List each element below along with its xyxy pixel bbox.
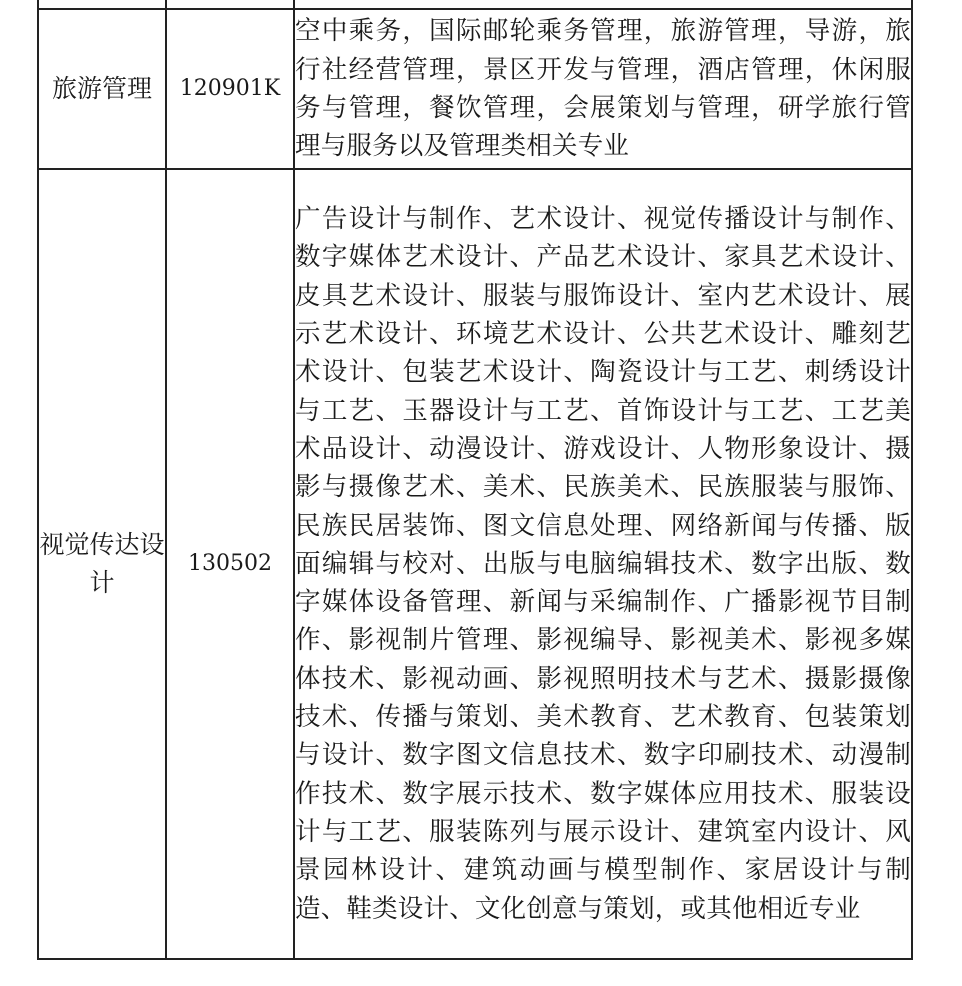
table-row [38, 169, 912, 959]
major-code-cell: 120901K [166, 9, 294, 169]
stub-cell [166, 0, 294, 9]
major-name-cell: 旅游管理 [38, 9, 166, 169]
majors-table [37, 0, 913, 960]
stub-cell [294, 0, 912, 9]
stub-cell [38, 0, 166, 9]
related-majors-cell: 广告设计与制作、艺术设计、视觉传播设计与制作、数字媒体艺术设计、产品艺术设计、家具艺术设计、皮具艺术设计、服装与服饰设计、室内艺术设计、展示艺术设计、环境艺术设计、公共艺术设计、雕刻艺术设计、包装艺术设计、陶瓷设计与工艺、刺绣设计与工艺、玉器设计与工艺、首饰设计与工艺、工艺美术品设计、动漫设计、游戏设计、人物形象设计、摄影与摄像艺术、美术、民族美术、民族服装与服饰、民族民居装饰、图文信息处理、网络新闻与传播、版面编辑与校对、出版与电脑编辑技术、数字出版、数字媒体设备管理、新闻与采编制作、广播影视节目制作、影视制片管理、影视编导、影视美术、影视多媒体技术、影视动画、影视照明技术与艺术、摄影摄像技术、传播与策划、美术教育、艺术教育、包装策划与设计、数字图文信息技术、数字印刷技术、动漫制作技术、数字展示技术、数字媒体应用技术、服装设计与工艺、服装陈列与展示设计、建筑室内设计、风景园林设计、建筑动画与模型制作、家居设计与制造、鞋类设计、文化创意与策划，或其他相近专业 [294, 169, 912, 959]
related-majors-cell: 空中乘务，国际邮轮乘务管理，旅游管理，导游，旅行社经营管理，景区开发与管理，酒店管理，休闲服务与管理，餐饮管理，会展策划与管理，研学旅行管理与服务以及管理类相关专业 [294, 9, 912, 169]
table-row [38, 9, 912, 169]
major-code-cell: 130502 [166, 169, 294, 959]
table-row-continued [38, 0, 912, 9]
major-name-cell: 视觉传达设计 [38, 169, 166, 959]
